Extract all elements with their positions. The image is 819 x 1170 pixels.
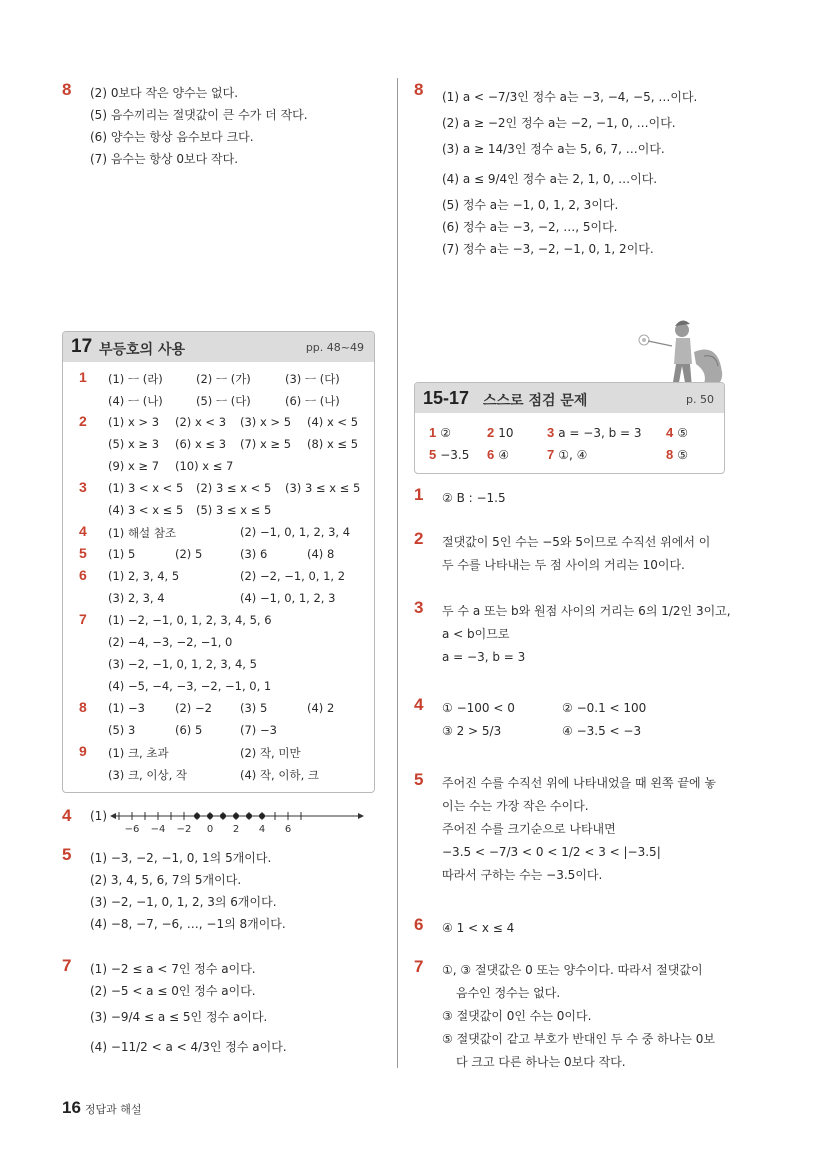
answer-cell: (7) x ≥ 5 xyxy=(240,437,292,451)
answer-row xyxy=(63,566,374,588)
answer-cell: (1) 3 < x < 5 xyxy=(108,481,184,495)
answer-cell: (1) 크, 초과 xyxy=(108,746,169,760)
problem-number: 5 xyxy=(62,845,72,864)
answer-line: 이는 수는 가장 작은 수이다. xyxy=(442,799,589,813)
quick-answer xyxy=(666,447,688,462)
solution-5 xyxy=(414,772,730,887)
tick-label: 2 xyxy=(232,824,240,835)
row-number: 7 xyxy=(79,611,87,627)
quick-value: ⑤ xyxy=(677,448,688,462)
row-number: 2 xyxy=(79,413,87,429)
row-number: 8 xyxy=(79,699,87,715)
answer-line: ⑤ 절댓값이 같고 부호가 반대인 두 수 중 하나는 0보 xyxy=(442,1032,715,1046)
answer-line: (4) −8, −7, −6, …, −1의 8개이다. xyxy=(90,917,286,931)
answer-cell: (3) 크, 이상, 작 xyxy=(108,768,188,782)
row-number: 6 xyxy=(79,567,87,583)
solution-dot xyxy=(259,813,265,819)
answer-row xyxy=(63,632,374,654)
answer-line xyxy=(442,697,730,720)
answer-cell: (2) 3 ≤ x < 5 xyxy=(196,481,272,495)
answer-line: (7) 정수 a는 −3, −2, −1, 0, 1, 2이다. xyxy=(442,242,654,256)
answer-cell: (9) x ≥ 7 xyxy=(108,459,160,473)
answer-cell: (3) 3 ≤ x ≤ 5 xyxy=(285,481,361,495)
answer-cell: (2) −2 xyxy=(175,701,212,715)
answer-cell: (3) −2, −1, 0, 1, 2, 3, 4, 5 xyxy=(108,657,257,671)
problem-number: 7 xyxy=(62,956,72,975)
quick-answer-row xyxy=(415,447,724,467)
row-number: 1 xyxy=(79,369,87,385)
tick-label: 0 xyxy=(206,824,214,835)
answer-line: (1) −3, −2, −1, 0, 1의 5개이다. xyxy=(90,851,272,865)
quick-number: 7 xyxy=(547,447,555,462)
quick-value: ② xyxy=(440,426,451,440)
answer-row xyxy=(63,610,374,632)
answer-cell: (2) 5 xyxy=(175,547,203,561)
solution-6 xyxy=(414,917,730,940)
answer-cell: (4) 2 xyxy=(307,701,335,715)
solution-dot xyxy=(233,813,239,819)
answer-row xyxy=(63,588,374,610)
answer-row xyxy=(63,698,374,720)
answer-line: (4) −11/2 < a < 4/3인 정수 a이다. xyxy=(90,1040,287,1054)
quick-number: 6 xyxy=(487,447,495,462)
section-title: 부등호의 사용 xyxy=(99,342,186,358)
answer-cell: (6) 5 xyxy=(175,723,203,737)
answer-line: 주어진 수를 크기순으로 나타내면 xyxy=(442,822,616,836)
quick-number: 2 xyxy=(487,425,495,440)
answer-cell: (1) 5 xyxy=(108,547,136,561)
answer-line: (6) 정수 a는 −3, −2, …, 5이다. xyxy=(442,220,618,234)
problem-number: 1 xyxy=(414,485,424,504)
quick-answer xyxy=(429,425,451,440)
answer-cell: (6) ㅡ (나) xyxy=(285,394,340,408)
answer-line: (5) 정수 a는 −1, 0, 1, 2, 3이다. xyxy=(442,198,619,212)
quick-value: a = −3, b = 3 xyxy=(558,426,642,440)
answer-cell: (5) ㅡ (다) xyxy=(196,394,251,408)
number-line-graphic xyxy=(108,806,368,836)
answer-cell: (3) 2, 3, 4 xyxy=(108,591,165,605)
left-problem-8 xyxy=(62,82,378,170)
answer-cell: (2) 작, 미만 xyxy=(240,746,301,760)
solution-1 xyxy=(414,487,730,510)
tick-label: −2 xyxy=(176,824,192,835)
quick-answer-row xyxy=(415,425,724,445)
answer-cell: (2) −2, −1, 0, 1, 2 xyxy=(240,569,346,583)
solution-4 xyxy=(414,697,730,750)
left-problem-5 xyxy=(62,847,378,935)
answer-line: ①, ③ 절댓값은 0 또는 양수이다. 따라서 절댓값이 xyxy=(442,963,703,977)
problem-number: 2 xyxy=(414,529,424,548)
quick-answer xyxy=(666,425,688,440)
answer-cell: (4) ㅡ (나) xyxy=(108,394,163,408)
answer-row xyxy=(63,368,374,390)
answer-row xyxy=(63,764,374,786)
sub-label: (1) xyxy=(90,809,107,823)
answer-line: (2) 0보다 작은 양수는 없다. xyxy=(90,86,239,100)
answer-cell: (4) 3 < x ≤ 5 xyxy=(108,503,184,517)
answer-line: (2) a ≥ −2인 정수 a는 −2, −1, 0, …이다. xyxy=(442,116,676,130)
answer-line: (2) −5 < a ≤ 0인 정수 a이다. xyxy=(90,984,256,998)
solution-dot xyxy=(207,813,213,819)
section-number: 15-17 xyxy=(423,388,470,408)
answer-line: 따라서 구하는 수는 −3.5이다. xyxy=(442,868,603,882)
answer-cell: (5) 3 ≤ x ≤ 5 xyxy=(196,503,272,517)
answer-line: 주어진 수를 수직선 위에 나타내었을 때 왼쪽 끝에 놓 xyxy=(442,776,716,790)
answer-cell: (2) x < 3 xyxy=(175,415,227,429)
answer-cell: ① −100 < 0 xyxy=(442,701,515,715)
answer-row xyxy=(63,742,374,764)
answer-line: 다 크고 다른 하나는 0보다 작다. xyxy=(456,1055,626,1069)
page-footer xyxy=(62,1098,142,1118)
answer-cell: (4) x < 5 xyxy=(307,415,359,429)
quick-value: −3.5 xyxy=(440,448,470,462)
quick-answer xyxy=(547,447,587,462)
answer-line: (3) −2, −1, 0, 1, 2, 3의 6개이다. xyxy=(90,895,277,909)
answer-row xyxy=(63,412,374,434)
answer-row xyxy=(63,390,374,412)
answer-line: ④ 1 < x ≤ 4 xyxy=(442,921,515,935)
answer-cell: (3) 6 xyxy=(240,547,268,561)
row-number: 3 xyxy=(79,479,87,495)
quick-number: 1 xyxy=(429,425,437,440)
quick-value: ④ xyxy=(498,448,509,462)
answer-cell: (1) 2, 3, 4, 5 xyxy=(108,569,180,583)
quick-answer xyxy=(547,425,642,440)
row-number: 4 xyxy=(79,523,87,539)
answer-row xyxy=(63,522,374,544)
section-header xyxy=(415,383,724,413)
problem-number: 6 xyxy=(414,915,424,934)
answer-cell: (3) 5 xyxy=(240,701,268,715)
solution-2 xyxy=(414,531,730,577)
problem-number: 7 xyxy=(414,957,424,976)
answer-cell: (7) −3 xyxy=(240,723,277,737)
solution-dot xyxy=(220,813,226,819)
answer-row xyxy=(63,478,374,500)
answer-line: (1) −2 ≤ a < 7인 정수 a이다. xyxy=(90,962,256,976)
answer-row xyxy=(63,676,374,698)
solution-dot xyxy=(246,813,252,819)
problem-number: 8 xyxy=(62,80,72,99)
quick-answer xyxy=(429,447,469,462)
answer-cell: (1) ㅡ (라) xyxy=(108,372,163,386)
answer-cell: (1) −3 xyxy=(108,701,145,715)
answer-cell: (4) −5, −4, −3, −2, −1, 0, 1 xyxy=(108,679,272,693)
answer-line: 두 수를 나타내는 두 점 사이의 거리는 10이다. xyxy=(442,558,685,572)
section-title: 스스로 점검 문제 xyxy=(483,393,588,409)
row-number: 9 xyxy=(79,743,87,759)
section-15-17-box xyxy=(414,382,725,474)
page-reference: pp. 48~49 xyxy=(305,341,364,354)
answer-cell: (2) −1, 0, 1, 2, 3, 4 xyxy=(240,525,351,539)
section-17-box xyxy=(62,331,375,793)
answer-line: (1) a < −7/3인 정수 a는 −3, −4, −5, …이다. xyxy=(442,90,698,104)
tick-label: −4 xyxy=(150,824,166,835)
answer-line xyxy=(442,720,730,750)
page-reference: p. 50 xyxy=(686,393,714,406)
tick-label: 6 xyxy=(284,824,292,835)
right-arrow-icon xyxy=(358,813,364,819)
quick-value: 10 xyxy=(498,426,514,440)
answer-line: a = −3, b = 3 xyxy=(442,650,526,664)
quick-value: ⑤ xyxy=(677,426,688,440)
answer-cell: (2) −4, −3, −2, −1, 0 xyxy=(108,635,233,649)
answer-cell: (2) ㅡ (가) xyxy=(196,372,251,386)
answer-line: 두 수 a 또는 b와 원점 사이의 거리는 6의 1/2인 3이고, xyxy=(442,604,731,618)
answer-line: (2) 3, 4, 5, 6, 7의 5개이다. xyxy=(90,873,242,887)
answer-grid xyxy=(63,368,374,786)
answer-cell: (3) ㅡ (다) xyxy=(285,372,340,386)
footer-label: 정답과 해설 xyxy=(84,1103,142,1116)
answer-cell: (5) 3 xyxy=(108,723,136,737)
answer-cell: (5) x ≥ 3 xyxy=(108,437,160,451)
answer-cell: (6) x ≤ 3 xyxy=(175,437,227,451)
answer-cell: (4) 8 xyxy=(307,547,335,561)
answer-cell: (3) x > 5 xyxy=(240,415,292,429)
answer-cell: (8) x ≤ 5 xyxy=(307,437,359,451)
answer-row xyxy=(63,456,374,478)
answer-line: −3.5 < −7/3 < 0 < 1/2 < 3 < |−3.5| xyxy=(442,845,661,859)
column-divider xyxy=(397,78,398,1068)
quick-answer xyxy=(487,425,514,440)
row-number: 5 xyxy=(79,545,87,561)
answer-cell: (1) 해설 참조 xyxy=(108,526,177,540)
solution-3 xyxy=(414,600,730,669)
left-problem-7 xyxy=(62,958,378,1062)
problem-number: 8 xyxy=(414,80,424,99)
right-problem-8 xyxy=(414,82,730,260)
answer-cell: (1) x > 3 xyxy=(108,415,160,429)
problem-number: 3 xyxy=(414,598,424,617)
answer-line: (7) 음수는 항상 0보다 작다. xyxy=(90,152,239,166)
quick-number: 5 xyxy=(429,447,437,462)
answer-row xyxy=(63,720,374,742)
answer-cell: ② −0.1 < 100 xyxy=(562,701,647,715)
answer-cell: ③ 2 > 5/3 xyxy=(442,724,502,738)
left-arrow-icon xyxy=(110,813,116,819)
answer-line: 음수인 정수는 없다. xyxy=(456,986,561,1000)
solution-dot xyxy=(194,813,200,819)
tick-label: 4 xyxy=(258,824,266,835)
answer-cell: (1) −2, −1, 0, 1, 2, 3, 4, 5, 6 xyxy=(108,613,272,627)
quick-number: 8 xyxy=(666,447,674,462)
section-header xyxy=(63,332,374,362)
answer-cell: (10) x ≤ 7 xyxy=(175,459,234,473)
answer-line: (6) 양수는 항상 음수보다 크다. xyxy=(90,130,254,144)
answer-line: (3) −9/4 ≤ a ≤ 5인 정수 a이다. xyxy=(90,1010,268,1024)
answer-line: 절댓값이 5인 수는 −5와 5이므로 수직선 위에서 이 xyxy=(442,535,711,549)
answer-line: ③ 절댓값이 0인 수는 0이다. xyxy=(442,1009,592,1023)
answer-line: a < b이므로 xyxy=(442,627,510,641)
answer-line: (5) 음수끼리는 절댓값이 큰 수가 더 작다. xyxy=(90,108,308,122)
problem-number: 4 xyxy=(62,806,72,825)
answer-row xyxy=(63,544,374,566)
section-number: 17 xyxy=(71,336,93,357)
quick-number: 4 xyxy=(666,425,674,440)
answer-cell: (4) −1, 0, 1, 2, 3 xyxy=(240,591,336,605)
answer-row xyxy=(63,434,374,456)
answer-cell: (4) 작, 이하, 크 xyxy=(240,768,320,782)
problem-4-number-line xyxy=(62,806,378,836)
answer-line: (4) a ≤ 9/4인 정수 a는 2, 1, 0, …이다. xyxy=(442,172,658,186)
solution-7 xyxy=(414,959,730,1074)
answer-cell: ④ −3.5 < −3 xyxy=(562,724,642,738)
answer-row xyxy=(63,654,374,676)
answer-line: (3) a ≥ 14/3인 정수 a는 5, 6, 7, …이다. xyxy=(442,142,665,156)
problem-number: 4 xyxy=(414,695,424,714)
answer-line: ② B : −1.5 xyxy=(442,491,506,505)
quick-value: ①, ④ xyxy=(558,448,588,462)
problem-number: 5 xyxy=(414,770,424,789)
page-number: 16 xyxy=(62,1098,81,1117)
character-illustration xyxy=(632,316,730,392)
quick-answer xyxy=(487,447,509,462)
quick-number: 3 xyxy=(547,425,555,440)
tick-label: −6 xyxy=(124,824,140,835)
answer-row xyxy=(63,500,374,522)
